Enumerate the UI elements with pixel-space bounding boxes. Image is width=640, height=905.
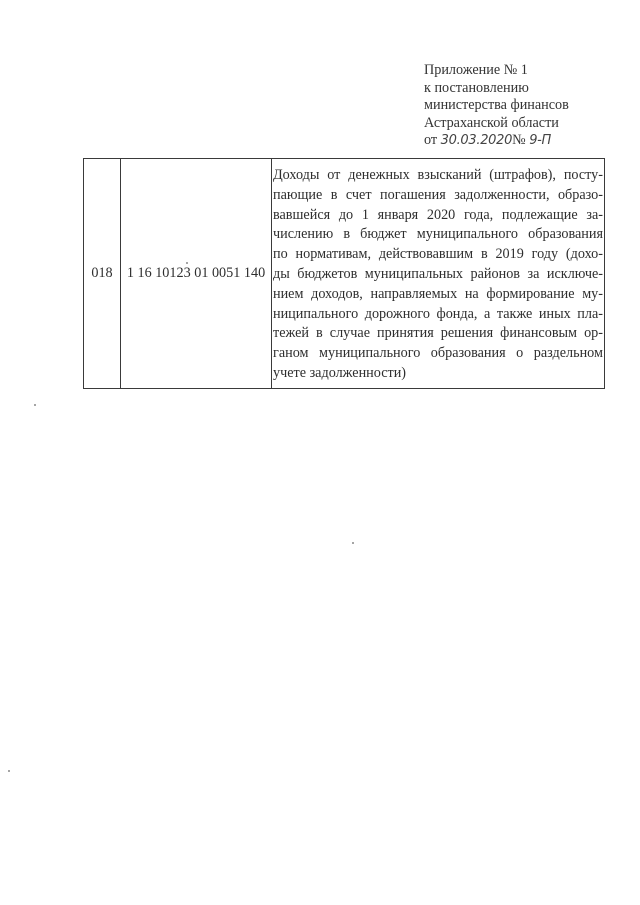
description-line: ды бюджетов муниципальных районов за исключе- [273,265,603,282]
handwritten-date: 30.03.2020 [440,133,513,149]
revenue-table [83,158,605,389]
handwritten-number: 9-П [529,133,552,149]
description-text [272,159,604,388]
appendix-subtitle-line: к постановлению [424,79,529,96]
appendix-date-line [424,132,624,150]
appendix-region-line: Астраханской области [424,114,559,131]
scan-speck [34,404,36,406]
description-cell [272,159,605,389]
scan-speck [8,770,10,772]
description-line: тежей в случае принятия решения финансовым ор- [273,325,603,342]
appendix-ministry-line: министерства финансов [424,97,569,114]
description-line: учете задолженности) [273,364,407,381]
kbk-code-cell: 1 16 10123 01 0051 140 [121,159,272,389]
scan-speck [352,542,354,544]
appendix-title: Приложение № 1 [424,62,528,78]
description-line: по нормативам, действовавшим в 2019 году (дохо- [273,246,603,263]
appendix-header [424,62,624,150]
description-line: ганом муниципального образования о раздельном [273,345,603,362]
description-line: вавшейся до 1 января 2020 года, подлежащие за- [273,206,603,223]
admin-code-cell: 018 [84,159,121,389]
description-line: числению в бюджет муниципального образования [273,226,603,243]
description-line: пающие в счет погашения задолженности, образо- [273,186,603,203]
table-row [84,159,605,389]
description-line: Доходы от денежных взысканий (штрафов), посту- [273,167,603,183]
date-prefix: от [424,132,438,149]
description-line: ниципального дорожного фонда, а также иных пла- [273,305,603,322]
description-line: нием доходов, направляемых на формирование му- [273,285,603,302]
number-prefix: № [512,132,526,149]
scan-speck [186,262,188,264]
